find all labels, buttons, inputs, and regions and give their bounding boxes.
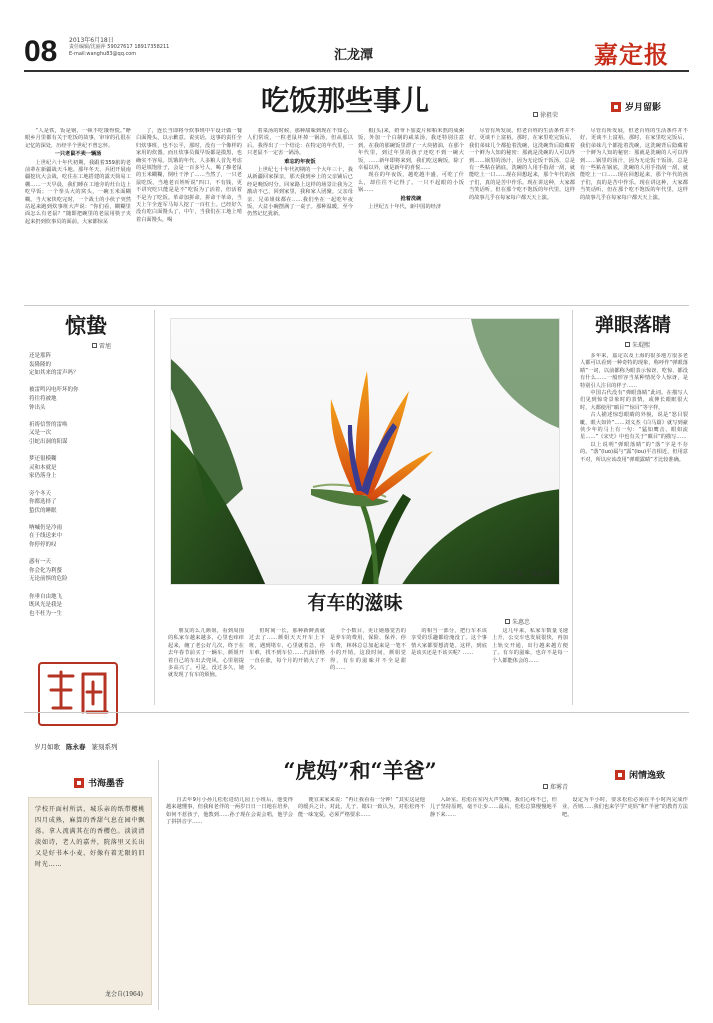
article1-subhead-1: 一只老鼠不卖一辆汤 <box>54 151 102 158</box>
article1-title: 吃饭那些事儿 <box>260 84 429 117</box>
poem-line: 梦还很模糊 <box>29 456 57 463</box>
poem-line: 祈祷信誓的雷唤 <box>29 421 68 428</box>
poem-line: 灵和本就是 <box>29 464 57 471</box>
article5-col4: 设定为半小时，要求松松必须在半小时内完成作业，否则……我们也来学学“虎妈”和“羊爸”的教育方法吧。 <box>562 797 688 818</box>
poem-line: 你会化为利螯 <box>29 567 63 574</box>
article4-author: 朱惠忠 <box>505 617 530 626</box>
seal-stamp <box>38 662 118 726</box>
article1-col5: 尽管有所发展，但老百姓的生活条件并不好，更谈不上富裕。那时，在家里吃完饭后，我们弟妹几个都抢着洗碗，这洗碗背后隐藏着一个鲜为人知的秘密：那就是洗碗的人可以得到……锅里的汤汁，因为无论饭干饭汤，总是有一些粘在锅底，洗碗的人用手指刮一刮，就能吃上一口……现在回想起来，那个年代的孩子们，真的是苦中作乐。现在讲这种，大家都当笑话听，但在那个吃不饱饭的年代里，这样的故事几乎在每家每户都天天上演。 <box>469 128 575 201</box>
column-square-icon <box>615 770 625 780</box>
issue-date: 2013年6月18日 <box>69 37 114 44</box>
calligraphy-divider <box>158 760 159 1010</box>
bird-of-paradise-flower-icon <box>171 319 560 585</box>
article1-subhead-3: 抢着洗碗 <box>400 195 422 202</box>
article4-col1: 朋友的么儿颜姐，看到周围的私家车越来越多，心里也痒痒起来，缠了老公好几次，终于在去年春节前买了一辆车。颜姐开着自己的车出去兜风，心里别提多高兴了。可是，没过多久，她就发现了有车的烦恼。 <box>168 628 244 679</box>
poem-line: 既风光是我是 <box>29 602 63 609</box>
page-number: 08 <box>24 35 58 68</box>
calligraphy-column-badge: 书海墨香 <box>74 776 124 789</box>
section-name: 汇龙潭 <box>334 48 374 63</box>
poem-body <box>29 352 149 654</box>
article5-column-badge: 闲情逸致 <box>615 768 665 781</box>
poem-line: 你都选择了 <box>29 499 57 506</box>
poem-line: 无论前惧的危险 <box>29 576 68 583</box>
poem-line: 被雷鸣闪电吓坏的你 <box>29 387 79 394</box>
byline-box-icon <box>505 619 510 624</box>
article4-col3: 个小数目，更让她感觉苦的是养车的费用，保险、保养、停车费，林林总总加起来是一笔不小的开销。这段时间，颜姐觉得，有车的滋味并不全是甜的…… <box>330 628 406 672</box>
article3-title: 弹眼落睛 <box>594 314 671 336</box>
masthead-logo: 嘉定报 <box>594 40 669 69</box>
article3-divider <box>572 310 573 705</box>
poem-line: 轰隆隆的 <box>29 361 52 368</box>
poem-line: 蛰伏的睡眠 <box>29 507 57 514</box>
calligraphy-work <box>28 797 152 1005</box>
poem-line: 呐喊仍是冷雨 <box>29 524 63 531</box>
poem-stanza-break <box>29 412 149 421</box>
article5-title: “虎妈”和“羊爸” <box>283 758 437 783</box>
article4-col5: 这几年来，私家车数量飞速上升，公交车也发展很快，再加上轨交开通，出行越来越方便了。有车的滋味，也许不是每一个人都能体会的…… <box>492 628 568 664</box>
article1-col6: 尽管有所发展，但老百姓的生活条件并不好，更谈不上富裕。那时，在家里吃完饭后，我们弟妹几个都抢着洗碗，这洗碗背后隐藏着一个鲜为人知的秘密：那就是洗碗的人可以得到……锅里的汤汁，因为无论饭干饭汤，总是有一些粘在锅底，洗碗的人用手指刮一刮，就能吃上一口……现在回想起来，那个年代的孩子们，真的是苦中作乐。现在讲这种，大家都当笑话听，但在那个吃不饱饭的年代里，这样的故事几乎在每家每户都天天上演。 <box>580 128 688 201</box>
article1-col3: 着菜汤的时候，那种甜味到现在不知心，人们常说，一粒老鼠坏掉一锅汤，但从那以后，我得出了一个结论：在特定的年代里，一只老鼠不一定害一锅汤。 难忘的年夜饭 上世纪七十年代初期的一个大年三十，我从新疆回家探亲，那天我到乡上的父亲铺后已经是晚饭时分。回家路上这样的场景让我为之激动不已，回到家里，我和家人团聚。父亲母亲、兄弟姐妹都在……我们坐在一起吃年夜饭，大盆小碗摆满了一桌子。那种温暖，至今仍然记忆犹新。 <box>247 128 353 218</box>
poem-stanza-break <box>29 378 149 387</box>
poem-stanza-break <box>29 447 149 456</box>
article5-col1: 自去年9月小孙儿松松进幼儿园上小班后，他变得越来越懂事，但我和老伴的一两岁日日一日地在培养，如何不惹孩子，他教到……孙子现在会说会唱，他学会了拼拼音字…… <box>166 797 293 826</box>
poem-line: 引蛇出洞的阳谋 <box>29 438 68 445</box>
article4-col2: 但时间一长，那种新鲜劲就过去了……颜姐天天开车上下班，遇到堵车，心里就着急，停车难，找不到车位……汽油价格一直在涨，每个月的开销大了不少。 <box>249 628 325 672</box>
poem-line: 家仍落身上 <box>29 473 57 480</box>
column-square-icon <box>74 778 84 788</box>
calligraphy-signature: 龙会自(1964) <box>105 991 143 998</box>
poem-stanza-break <box>29 584 149 593</box>
article1-col2: 了，连长当即将今炊事班中午设计做一餐白面馒头，以示歉意。说实话，这事的责任全归炊事班，也不公平，那时，没有一个像样的家用的炊器。而且炊事员做早饭都是摸黑，也确实不容易。饥饿的年代，人多粮人首先考虑的是填饱肚子，会是一百多号人，喝了掺老鼠的玉米糊糊，倒吐干净了……当然了，一只老鼠吃饭，当地老百姓听说“四口，不有钱，更不讲究吃只能是是不”吃饭为了活着，但活着不是为了吃饭。革命加拼命。拼命干革命，当天上午全连军马每人挖了一百杠土。已经好久没有吃白面馒头了，中午，当我们在工地上啃着白面馒头，喝 <box>136 128 242 223</box>
poem-line: 你停停的叹 <box>29 542 57 549</box>
poem-line: 你垂自由地飞 <box>29 593 63 600</box>
editor-phone: 59027617 18917358211 <box>107 44 170 50</box>
poem-stanza-break <box>29 515 149 524</box>
editor-credit: 责任编辑/沈丽萍 <box>69 44 106 50</box>
poem-line: 还是那阵 <box>29 353 52 359</box>
flower-photo <box>170 318 560 585</box>
calligraphy-text: 学校开面村所活，城乐亲的纸带樱桃四月成熟，麻算的香甜气息在园中飘荡。拿人流满其在的香樱色。淡淡清淡如诗，老人的嘉井，院落里又长出又是好书本小麦，好像有着无限的旧时光…… <box>35 806 145 868</box>
poem-stanza-break <box>29 550 149 559</box>
header-rule <box>24 70 689 72</box>
poem-line: 定如其来的雷声吗？ <box>29 370 79 377</box>
mid-rule <box>24 712 689 713</box>
poem-line: 将往将被地 <box>29 395 57 402</box>
article2-author: 雷旭 <box>92 341 111 350</box>
byline-box-icon <box>92 343 97 348</box>
article5-col3: 入卧室。松松在室内大声哭喊，我们心疼不已，但儿子坚持原则，毫不让步……最后，松松总算慢慢地平静下来…… <box>430 797 557 818</box>
article4-title: 有车的滋味 <box>307 592 403 614</box>
poem-line: 也不枉为一生 <box>29 610 63 617</box>
poem-line: 惑有一天 <box>29 559 52 566</box>
byline-box-icon <box>543 784 548 789</box>
article2-title: 惊蛰 <box>65 313 107 338</box>
article4-col4: 的相当一部分，把行车本该享受的乐趣都给淹没了。这个事情大家都要想清楚。这样，到底是该买还是不该买呢？…… <box>411 628 487 657</box>
article1-subhead-2: 难忘的年夜饭 <box>284 158 316 165</box>
byline-box-icon <box>533 112 538 117</box>
article5-author: 郑雾青 <box>543 782 568 791</box>
photo-caption: “鸟”之舞 钱磊/摄 <box>498 571 551 578</box>
article1-bottom-rule <box>24 305 689 306</box>
header-meta <box>69 37 169 58</box>
poem-line: 又是一次 <box>29 430 52 437</box>
article3-author: 朱琨熙 <box>625 340 650 349</box>
poem-line: 旁个冬天 <box>29 490 52 497</box>
article1-col1: “人是铁，饭是钢，一顿不吃饿得慌。”睁眼乡月里都有关于吃饭的故事，审审的孔很在记忆的深处，历经半个世纪不曾忘怀。 一只老鼠不卖一辆汤 上世纪六十年代初期，我跟着359旅的老前辈在新疆战天斗地。那年冬天，兵团开展南疆挖坑大会战，吃住在工地搭建的露天简易工棚……一天早晨，我们睡在工地旁的灶台边上吃早饭；一个拳头大的窝头，一碗玉米面糊糊。当大家快吃完时，一个战士的小伙子突然站起来跑到炊事班大声说：“你们看，糊糊里面怎么有老鼠？”随即把碗里的老鼠用筷子夹起来扔到炊事员的面前。大家都惊呆 <box>25 128 131 225</box>
poem-divider <box>154 310 155 705</box>
article5-col2: 便宜来家来说：“再让我看看一分钟！”其实这是他的缓兵之计。对此，儿子、媳妇一致认为，对松松再不能一味宠爱，必须严格要求…… <box>298 797 425 818</box>
article1-col4: 根(头)来，奶爷卜加麦片和粕米熬的成粥饭，外加一个白制的咸菜汤，我还特别注意到，在我的那碗饭里漂了一大块猪油，在那个年代里，到过年里的孩子还吃不到一碗大饭，……新年即将来到，我们吃这碗饭，除了幸福以外，就是新年的喜悦…… 现在的年夜饭，越吃越丰盛，可吃了什么，却往往不记得了。一只不起眼的小饭锅…… 抢着洗碗 上世纪五十年代，新中国的经济 <box>358 128 464 211</box>
poem-line: 钟出头 <box>29 404 46 411</box>
poem-stanza-break <box>29 481 149 490</box>
byline-box-icon <box>625 342 630 347</box>
editor-email: E-mail:wanghu83@qq.com <box>69 51 137 57</box>
article3-body: 多年来，嘉定以及上海的很多地方很多老人都可以看到一种奇特的现象，称呼作“弹眼落睛”一词，以前都称为眼表示惊讶、吃惊、都没有什么……一般形容当某种情况令人惊讶，是特别引人注目的样子…… 中国古代没有“弹眼落睛”此词。在描写人们见到惊奇景象时的表情，或伸长眼眶很大时，大都使用“瞋目”“惊目”等字样。 古人描述惊恐眼睛的外貌，说是“怒目裂眦，眼大如铃”……刘义杰《白马篇》就写到豪侠少年的马上有一句：“猛如鹰击，眼如流星……”《宋史》中也有关于“瞋目”的描写…… 以上说明“弹眼落睛”的“落”字是不存的。“落”(luo)属与“露”(lou)平音相近，但用意不对，所以应该改用“弹眼露睛”才比较准确。 <box>580 353 688 463</box>
column-square-icon <box>611 102 621 112</box>
article1-column-badge: 岁月留影 <box>611 100 661 113</box>
article1-author: 徐祖荣 <box>533 110 558 119</box>
poem-line: 在于线送来中 <box>29 533 63 540</box>
seal-series-label: 岁月如歌 陈永春 篆刻系列 <box>34 743 118 751</box>
